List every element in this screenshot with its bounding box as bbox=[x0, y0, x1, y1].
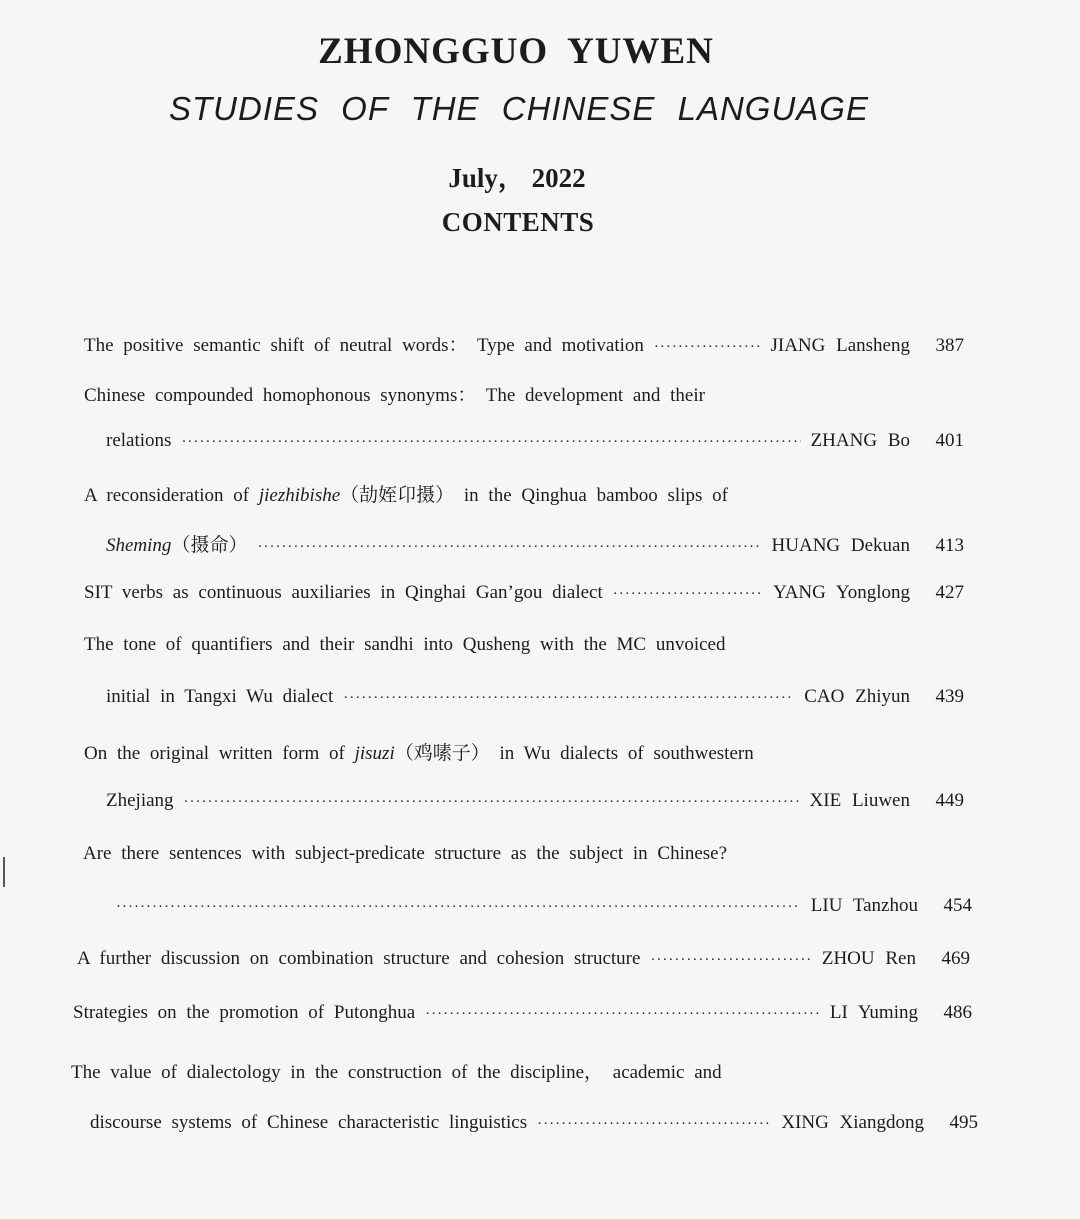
entry-page: 439 bbox=[935, 686, 964, 707]
journal-subtitle: STUDIES OF THE CHINESE LANGUAGE bbox=[168, 90, 869, 127]
dot-leader bbox=[654, 339, 761, 356]
toc-entry-title-line bbox=[83, 843, 963, 871]
journal-title: ZHONGGUO YUWEN bbox=[318, 31, 714, 72]
entry-title-continued: initial in Tangxi Wu dialect bbox=[106, 686, 334, 707]
entry-author: JIANG Lansheng bbox=[770, 335, 910, 356]
toc-entry-title-line bbox=[84, 738, 964, 766]
toc-entry-title-line bbox=[71, 1057, 951, 1085]
entry-title-continued: relations bbox=[106, 430, 172, 451]
entry-author: CAO Zhiyun bbox=[804, 686, 910, 707]
entry-author: XING Xiangdong bbox=[781, 1112, 924, 1133]
entry-page: 486 bbox=[943, 1002, 972, 1023]
entry-author: XIE Liuwen bbox=[809, 790, 910, 811]
entry-title-continued: Zhejiang bbox=[106, 790, 174, 811]
dot-leader bbox=[650, 952, 811, 969]
entry-title: Chinese compounded homophonous synonyms： The development and their bbox=[84, 385, 705, 406]
entry-title: A reconsideration of jiezhibishe（劼姪卬摄） in the Qinghua bamboo slips of bbox=[84, 485, 728, 506]
entry-author: YANG Yonglong bbox=[773, 582, 910, 603]
toc-entry bbox=[90, 1112, 978, 1140]
issue-date: July， 2022 bbox=[448, 163, 586, 193]
entry-author: ZHOU Ren bbox=[821, 948, 916, 969]
toc-entry bbox=[106, 530, 964, 558]
dot-leader bbox=[343, 690, 794, 707]
entry-author: ZHANG Bo bbox=[810, 430, 910, 451]
entry-author: LI Yuming bbox=[829, 1002, 918, 1023]
dot-leader bbox=[181, 434, 800, 451]
dot-leader bbox=[613, 586, 763, 603]
toc-entry bbox=[84, 582, 964, 610]
toc-entry bbox=[73, 1002, 972, 1030]
toc-entry-title-line bbox=[84, 634, 964, 662]
entry-title: Strategies on the promotion of Putonghua bbox=[73, 1002, 416, 1023]
dot-leader bbox=[425, 1006, 820, 1023]
entry-page: 413 bbox=[935, 535, 964, 556]
entry-author: LIU Tanzhou bbox=[810, 895, 918, 916]
entry-title: The tone of quantifiers and their sandhi into Qusheng with the MC unvoiced bbox=[84, 634, 726, 655]
margin-mark bbox=[3, 857, 5, 887]
entry-page: 469 bbox=[941, 948, 970, 969]
entry-title: Are there sentences with subject-predicate structure as the subject in Chinese? bbox=[83, 843, 728, 864]
dot-leader bbox=[184, 794, 800, 811]
entry-page: 401 bbox=[935, 430, 964, 451]
entry-page: 387 bbox=[935, 335, 964, 356]
toc-entry bbox=[106, 430, 964, 458]
entry-page: 495 bbox=[949, 1112, 978, 1133]
entry-page: 449 bbox=[935, 790, 964, 811]
entry-title: A further discussion on combination structure and cohesion structure bbox=[77, 948, 641, 969]
entry-title-continued: Sheming（摄命） bbox=[106, 535, 248, 556]
entry-title: SIT verbs as continuous auxiliaries in Qinghai Gan’gou dialect bbox=[84, 582, 603, 603]
contents-heading: CONTENTS bbox=[441, 207, 595, 237]
toc-entry bbox=[106, 790, 964, 818]
toc-entry bbox=[84, 330, 964, 358]
toc-entry bbox=[106, 686, 964, 714]
entry-author: HUANG Dekuan bbox=[771, 535, 910, 556]
entry-title: On the original written form of jisuzi（鸡嗉子） in Wu dialects of southwestern bbox=[84, 743, 754, 764]
entry-page: 454 bbox=[943, 895, 972, 916]
entry-title: The positive semantic shift of neutral words： Type and motivation bbox=[84, 335, 644, 356]
toc-entry-title-line bbox=[84, 480, 964, 508]
toc-entry bbox=[116, 895, 972, 923]
dot-leader bbox=[257, 539, 761, 556]
toc-entry-title-line bbox=[84, 380, 964, 408]
dot-leader bbox=[116, 899, 801, 916]
entry-page: 427 bbox=[935, 582, 964, 603]
entry-title: The value of dialectology in the construction of the discipline， academic and bbox=[71, 1062, 722, 1083]
toc-entry bbox=[77, 948, 970, 976]
entry-title-continued: discourse systems of Chinese characteristic linguistics bbox=[90, 1112, 528, 1133]
dot-leader bbox=[537, 1116, 771, 1133]
